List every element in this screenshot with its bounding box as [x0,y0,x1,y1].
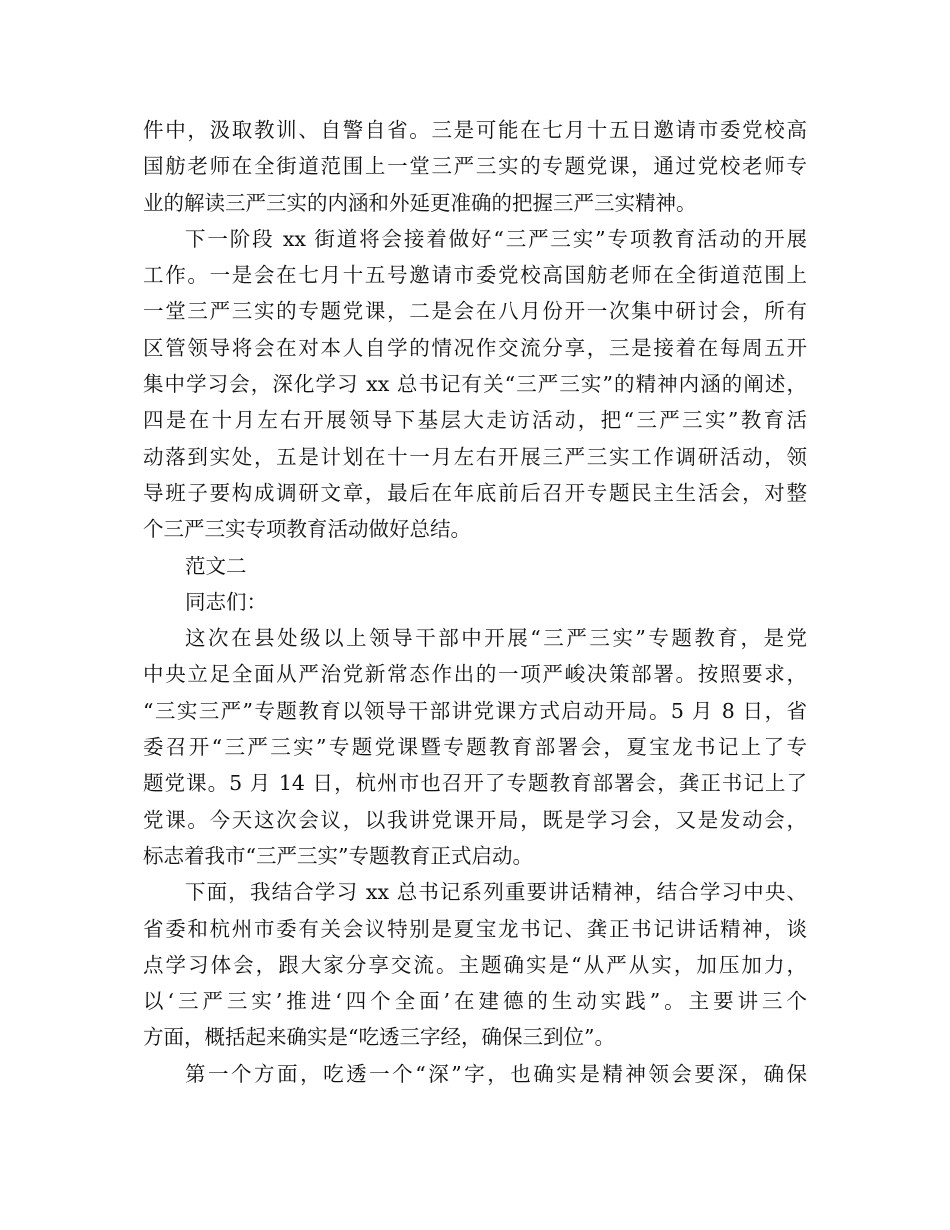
text-line: 导班子要构成调研文章，最后在年底前后召开专题民主生活会，对整 [143,480,807,505]
text-line: 一堂三严三实的专题党课，二是会在八月份开一次集中研讨会，所有 [143,299,807,324]
text-line: “三实三严”专题教育以领导干部讲党课方式启动开局。5 月 8 日，省 [143,698,807,723]
text-line: 集中学习会，深化学习 xx 总书记有关“三严三实”的精神内涵的阐述， [143,372,807,397]
text-line: 标志着我市“三严三实”专题教育正式启动。 [143,843,533,868]
text-line: 区管领导将会在对本人自学的情况作交流分享，三是接着在每周五开 [143,335,807,360]
text-line: 件中，汲取教训、自警自省。三是可能在七月十五日邀请市委党校高 [143,118,807,142]
text-line: 范文二 [185,553,247,578]
text-line: 工作。一是会在七月十五号邀请市委党校高国舫老师在全街道范围上 [143,263,807,288]
text-line: 省委和杭州市委有关会议特别是夏宝龙书记、龚正书记讲话精神，谈 [143,916,807,941]
text-line: 下一阶段 xx 街道将会接着做好“三严三实”专项教育活动的开展 [185,226,807,251]
text-line: 业的解读三严三实的内涵和外延更准确的把握三严三实精神。 [143,190,697,215]
text-line: 方面，概括起来确实是“吃透三字经，确保三到位”。 [143,1025,615,1050]
text-line: 动落到实处，五是计划在十一月左右开展三严三实工作调研活动，领 [143,444,807,469]
text-line: 点学习体会，跟大家分享交流。主题确实是“从严从实，加压加力， [143,952,807,977]
text-line: 个三严三实专项教育活动做好总结。 [143,517,471,542]
text-line: 题党课。5 月 14 日，杭州市也召开了专题教育部署会，龚正书记上了 [143,771,807,796]
document-body [143,112,807,1092]
text-line: 第一个方面，吃透一个“深”字，也确实是精神领会要深，确保 [185,1061,807,1086]
text-line: 委召开“三严三实”专题党课暨专题教育部署会，夏宝龙书记上了专 [143,735,807,760]
text-line: 党课。今天这次会议，以我讲党课开局，既是学习会，又是发动会， [143,807,807,832]
text-line: 这次在县处级以上领导干部中开展“三严三实”专题教育，是党 [185,626,807,651]
text-line: 下面，我结合学习 xx 总书记系列重要讲话精神，结合学习中央、 [185,880,807,905]
text-line: 以‘三严三实’推进‘四个全面’在建德的生动实践”。主要讲三个 [143,989,807,1014]
text-line: 同志们： [185,589,267,614]
text-line: 中央立足全面从严治党新常态作出的一项严峻决策部署。按照要求， [143,662,807,687]
text-line: 国舫老师在全街道范围上一堂三严三实的专题党课，通过党校老师专 [143,154,807,179]
text-line: 四是在十月左右开展领导下基层大走访活动，把“三严三实”教育活 [143,408,807,433]
